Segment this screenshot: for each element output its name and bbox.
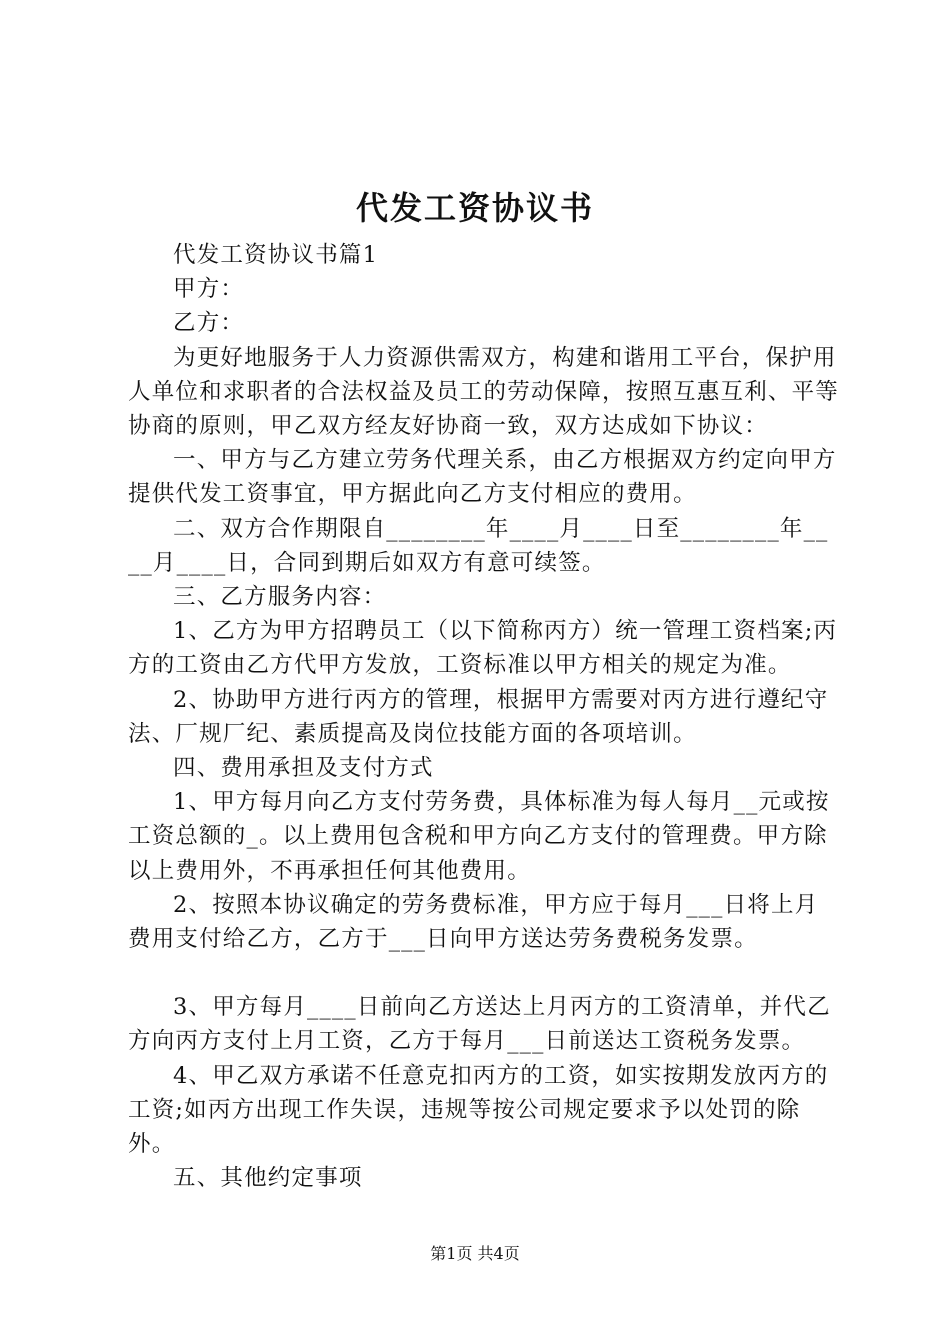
preamble-paragraph: 为更好地服务于人力资源供需双方，构建和谐用工平台，保护用人单位和求职者的合法权益及员工的劳动保障，按照互惠互利、平等协商的原则，甲乙双方经友好协商一致，双方达成如下协议： — [128, 344, 840, 440]
clause-four-item-3: 3、甲方每月____日前向乙方送达上月丙方的工资清单，并代乙方向丙方支付上月工资，乙方于每月___日前送达工资税务发票。 — [128, 994, 831, 1055]
party-a-label: 甲方： — [173, 276, 245, 303]
party-b-label: 乙方： — [173, 310, 245, 337]
document-body — [128, 238, 840, 1195]
section-heading: 代发工资协议书篇1 — [173, 242, 379, 268]
clause-five-heading: 五、其他约定事项 — [173, 1165, 363, 1192]
clause-one: 一、甲方与乙方建立劳务代理关系，由乙方根据双方约定向甲方提供代发工资事宜，甲方据此向乙方支付相应的费用。 — [128, 447, 837, 508]
clause-four-item-1: 1、甲方每月向乙方支付劳务费，具体标准为每人每月__元或按工资总额的_。以上费用包含税和甲方向乙方支付的管理费。甲方除以上费用外，不再承担任何其他费用。 — [128, 789, 830, 884]
clause-three-heading: 三、乙方服务内容： — [173, 584, 387, 611]
clause-four-heading: 四、费用承担及支付方式 — [173, 755, 434, 782]
clause-three-item-2: 2、协助甲方进行丙方的管理，根据甲方需要对丙方进行遵纪守法、厂规厂纪、素质提高及岗位技能方面的各项培训。 — [128, 686, 829, 747]
document-title: 代发工资协议书 — [355, 189, 594, 227]
clause-three-item-1: 1、乙方为甲方招聘员工（以下简称丙方）统一管理工资档案;丙方的工资由乙方代甲方发放，工资标准以甲方相关的规定为准。 — [128, 618, 838, 679]
clause-two: 二、双方合作期限自________年____月____日至________年____月____日，合同到期后如双方有意可续签。 — [128, 515, 829, 576]
clause-four-item-2: 2、按照本协议确定的劳务费标准，甲方应于每月___日将上月费用支付给乙方，乙方于___日向甲方送达劳务费税务发票。 — [128, 891, 819, 953]
clause-four-item-4: 4、甲乙双方承诺不任意克扣丙方的工资，如实按期发放丙方的工资;如丙方出现工作失误，违规等按公司规定要求予以处罚的除外。 — [128, 1062, 829, 1158]
page-footer: 第1页 共4页 — [430, 1244, 520, 1263]
